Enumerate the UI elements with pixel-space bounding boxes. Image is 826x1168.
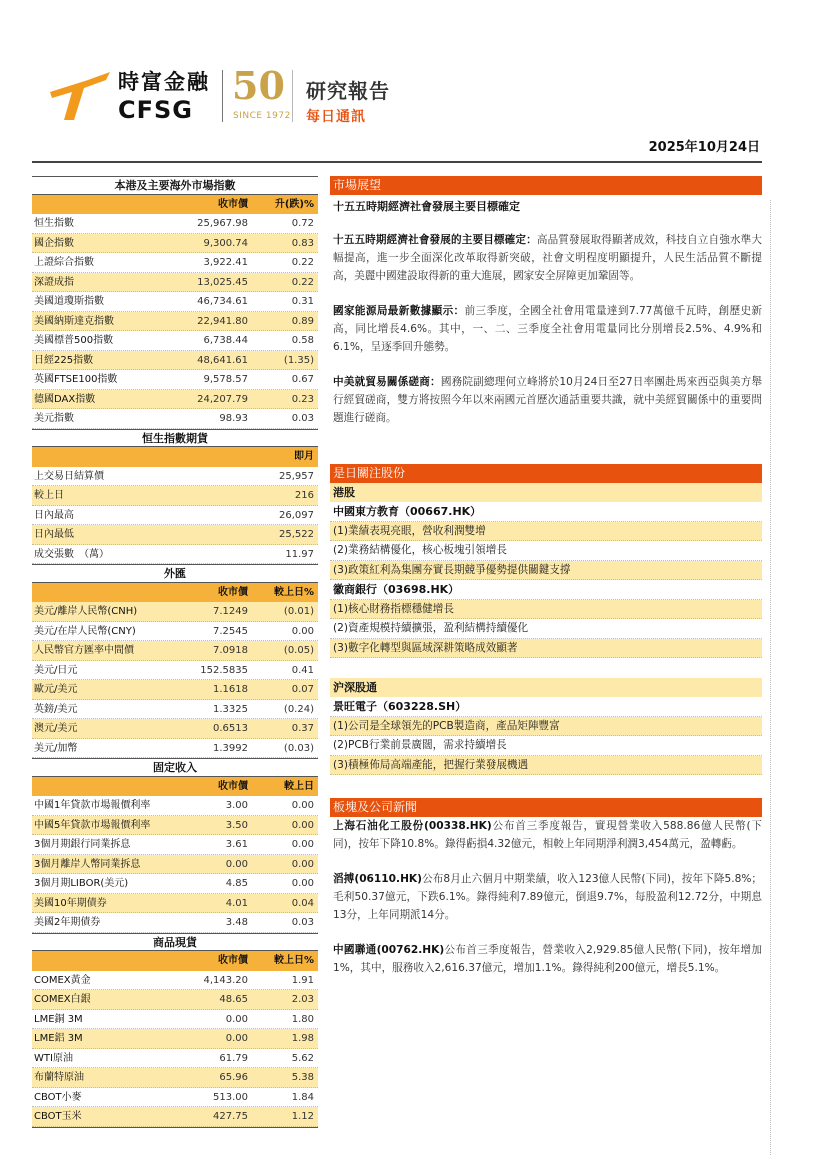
row-name: 國企指數 [34,237,74,249]
market-outlook-bar: 市場展望 [330,176,762,195]
header-divider [222,70,223,122]
fixed-income-title: 固定收入 [32,758,318,777]
table-row [32,1029,318,1049]
stock-point: (3)數字化轉型與區域深耕策略成效顯著 [330,639,762,659]
commodities-header [32,951,318,971]
row-close: 513.00 [213,1091,248,1103]
cfsg-logo-icon [48,70,112,122]
table-row [32,506,318,526]
row-change: (0.03) [283,742,314,754]
table-row [32,680,318,700]
row-close: 6,738.44 [203,335,248,346]
table-row [32,641,318,661]
row-name: LME銅 3M [34,1013,83,1025]
row-name: 日內最低 [34,529,74,540]
row-close: 4.01 [225,897,248,909]
row-name: 人民幣官方匯率中間價 [34,645,134,656]
table-row [32,312,318,332]
row-name: 美國納斯達克指數 [34,315,114,327]
row-name: CBOT玉米 [34,1111,82,1122]
table-row [32,661,318,681]
row-close: 7.2545 [213,625,248,637]
row-close: 1.3992 [213,742,248,754]
row-change: 0.03 [291,413,314,424]
market-data-panel [32,176,318,1128]
row-change: 0.22 [291,257,314,268]
news-company: 中國聯通(00762.HK) [333,944,445,956]
row-name: 德國DAX指數 [34,393,96,405]
row-close: 3.50 [225,819,248,831]
row-name: COMEX白銀 [34,994,91,1005]
row-close: 3.48 [225,917,248,928]
table-row [32,1107,318,1127]
header-divider-2 [292,70,293,122]
table-row [32,351,318,371]
row-name: COMEX黃金 [34,974,91,986]
row-change: 1.91 [291,974,314,986]
col-close: 收市價 [218,198,248,210]
indices-title: 本港及主要海外市場指數 [32,176,318,195]
col-close: 收市價 [218,780,248,792]
table-row [32,331,318,351]
row-change: 0.03 [291,917,314,928]
news-section [330,798,762,977]
futures-header: 即月 [32,447,318,467]
row-close: 1.3325 [213,703,248,715]
table-row [32,486,318,506]
row-close: 48,641.61 [197,354,248,366]
row-name: 英國FTSE100指數 [34,374,118,385]
brand-name-en: CFSG [118,96,193,124]
table-row [32,1088,318,1108]
table-row [32,370,318,390]
commentary-panel [330,176,763,974]
row-close: 0.00 [225,1013,248,1025]
row-change: (1.35) [283,354,314,366]
stock-name: 徽商銀行（03698.HK） [330,580,762,600]
commodities-title: 商品現貨 [32,933,318,952]
row-close: 3.00 [225,800,248,811]
news-item [330,870,762,924]
table-row [32,234,318,254]
fixed-income-table [32,796,318,933]
outlook-paragraph-2 [330,302,762,356]
outlook-paragraph-1 [330,231,762,285]
row-change: 0.00 [291,858,314,870]
page-edge-rule [770,200,771,1155]
table-row [32,971,318,991]
table-row [32,214,318,234]
row-name: 美元/加幣 [34,742,78,754]
row-name: 美元指數 [34,413,74,424]
row-name: 恒生指數 [34,218,74,229]
table-row [32,855,318,875]
sh-stock-list [330,697,762,775]
paragraph-lead: 十五五時期經濟社會發展的主要目標確定： [333,234,537,246]
company-news-bar: 板塊及公司新聞 [330,798,762,817]
row-name: WTI原油 [34,1052,73,1064]
row-change: (0.24) [283,703,314,715]
row-change: 0.31 [291,296,314,307]
table-row [32,874,318,894]
news-text: 公布8月止六個月中期業績，收入123億人民幣(下同)，按年下降5.8%；毛利50.37億元，下跌6.1%。錄得純利7.89億元，倒退9.7%，每股盈利12.72分，中期息13分，上年同期派14分。 [333,873,763,921]
row-change: 0.00 [291,625,314,637]
row-change: 1.84 [291,1091,314,1103]
stock-point: (2)資產規模持續擴張，盈利結構持續優化 [330,619,762,639]
table-row [32,525,318,545]
table-row [32,409,318,429]
row-change: 0.04 [291,897,314,909]
row-change: 0.67 [291,374,314,385]
table-row [32,273,318,293]
row-close: 9,300.74 [203,237,248,249]
outlook-paragraph-3 [330,373,762,427]
since-label: SINCE 1972 [233,111,291,121]
table-row [32,292,318,312]
row-name: 英鎊/美元 [34,703,78,715]
news-item [330,817,762,853]
stock-point: (1)公司是全球領先的PCB製造商，產品矩陣豐富 [330,717,762,737]
news-text: 公布首三季度報告，實現營業收入588.86億人民幣(下同)，按年下降10.8%。錄得虧損4.32億元，相較上年同期淨利潤3,454萬元，盈轉虧。 [333,820,763,850]
table-row [32,1010,318,1030]
row-close: 9,578.57 [203,374,248,385]
stock-point: (3)政策紅利為集團夯實長期競爭優勢提供關鍵支撐 [330,561,762,581]
commodities-table [32,971,318,1127]
row-change: 0.58 [291,335,314,346]
row-close: 4,143.20 [203,974,248,986]
fixed-income-header [32,777,318,797]
col-change: 較上日% [273,586,314,598]
row-close: 46,734.61 [197,296,248,307]
row-name: 布蘭特原油 [34,1072,84,1083]
row-close: 61.79 [219,1052,248,1064]
stock-name: 中國東方教育（00667.HK） [330,502,762,522]
row-value: 216 [294,490,314,501]
paragraph-text: 前三季度，全國全社會用電量達到7.77萬億千瓦時，創歷史新高，同比增長4.6%。其中，一、二、三季度全社會用電量同比分別增長2.5%、4.9%和6.1%，呈逐季回升態勢。 [333,305,762,353]
stock-point: (3)積極佈局高端產能，把握行業發展機遇 [330,756,762,776]
row-name: 上證綜合指數 [34,257,94,268]
table-row [32,602,318,622]
row-change: 1.80 [291,1013,314,1025]
row-change: 1.12 [291,1111,314,1122]
indices-table [32,214,318,429]
row-close: 13,025.45 [197,276,248,288]
row-close: 7.1249 [213,606,248,617]
row-name: 3個月離岸人幣同業拆息 [34,858,141,870]
row-name: 美國10年期債券 [34,897,107,909]
table-row [32,622,318,642]
row-close: 0.6513 [213,723,248,734]
row-close: 0.00 [225,1033,248,1044]
row-name: 美國標普500指數 [34,335,114,346]
report-title: 研究報告 [306,79,390,103]
row-change: 0.37 [291,723,314,734]
col-close: 收市價 [218,586,248,598]
row-close: 24,207.79 [197,393,248,405]
row-close: 1.1618 [213,684,248,695]
row-name: LME鋁 3M [34,1033,83,1044]
row-change: 0.00 [291,839,314,850]
row-name: 美國2年期債券 [34,917,101,928]
table-row [32,700,318,720]
outlook-headline: 十五五時期經濟社會發展主要目標確定 [333,200,520,213]
row-name: 日內最高 [34,509,74,521]
stock-point: (2)業務結構優化，核心板塊引領增長 [330,541,762,561]
row-name: 3個月期LIBOR(美元) [34,878,129,889]
paragraph-text: 國務院副總理何立峰將於10月24日至27日率團赴馬來西亞與美方舉行經貿磋商，雙方將按照今年以來兩國元首歷次通話重要共識，就中美經貿關係中的重要問題進行磋商。 [333,376,762,424]
fx-table [32,602,318,758]
row-name: 歐元/美元 [34,684,78,695]
table-row [32,739,318,759]
row-name: 美元/日元 [34,664,78,676]
row-change: 0.00 [291,819,314,831]
paragraph-text: 高品質發展取得顯著成效，科技自立自強水準大幅提高，進一步全面深化改革取得新突破，社會文明程度明顯提升，人民生活品質不斷提高，美麗中國建設取得新的重大進展，國家安全屏障更加鞏固等。 [333,234,763,282]
sh-stocks-label: 沪深股通 [330,678,762,697]
news-text: 公布首三季度報告，營業收入2,929.85億人民幣(下同)，按年增加1%，其中，服務收入2,616.37億元，增加1.1%。錄得純利200億元，增長5.1%。 [333,944,762,974]
row-change: (0.01) [283,606,314,617]
news-company: 滔搏(06110.HK) [333,873,422,885]
stock-point: (1)核心財務指標穩健增長 [330,600,762,620]
col-change: 升(跌)% [274,198,314,210]
row-change: 0.23 [291,393,314,405]
row-change: 0.41 [291,664,314,676]
row-value: 25,957 [279,470,314,482]
table-row [32,913,318,933]
table-row [32,835,318,855]
row-close: 25,967.98 [197,218,248,229]
row-change: 0.00 [291,800,314,811]
paragraph-lead: 中美就貿易關係磋商： [333,376,441,388]
stock-name: 景旺電子（603228.SH） [330,697,762,717]
row-name: 上交易日結算價 [34,470,104,482]
focus-stocks-section [330,464,762,775]
table-row [32,253,318,273]
row-close: 152.5835 [200,664,248,676]
table-row [32,1049,318,1069]
table-row [32,796,318,816]
row-name: 澳元/美元 [34,723,78,734]
row-close: 0.00 [225,858,248,870]
table-row [32,816,318,836]
news-company: 上海石油化工股份(00338.HK) [333,820,492,832]
row-name: 中國5年貸款市場報價利率 [34,819,151,831]
row-close: 98.93 [219,413,248,424]
row-close: 3,922.41 [203,257,248,268]
header-rule [32,161,762,163]
news-item [330,941,762,977]
row-close: 65.96 [219,1072,248,1083]
row-change: (0.05) [283,645,314,656]
row-name: 中國1年貸款市場報價利率 [34,800,151,811]
futures-title: 恒生指數期貨 [32,429,318,448]
futures-table [32,467,318,565]
row-value: 11.97 [285,548,314,560]
row-change: 0.72 [291,218,314,229]
row-name: CBOT小麥 [34,1091,82,1103]
row-name: 較上日 [34,490,64,501]
brand-name-cn: 時富金融 [118,70,210,94]
row-value: 25,522 [279,529,314,540]
indices-header [32,195,318,215]
row-close: 427.75 [213,1111,248,1122]
report-subtitle: 每日通訊 [306,109,366,125]
news-list [330,817,762,977]
table-row [32,1068,318,1088]
row-change: 0.22 [291,276,314,288]
row-change: 0.89 [291,315,314,327]
table-row [32,990,318,1010]
table-row [32,894,318,914]
row-change: 5.62 [291,1052,314,1064]
col-change: 較上日 [284,780,314,792]
row-name: 3個月期銀行同業拆息 [34,839,131,850]
col-close: 收市價 [218,955,248,966]
row-name: 美國道瓊斯指數 [34,296,104,307]
hk-stocks-label: 港股 [330,483,762,502]
row-close: 22,941.80 [197,315,248,327]
fx-title: 外匯 [32,564,318,583]
row-name: 美元/離岸人民幣(CNH) [34,606,138,617]
row-change: 0.00 [291,878,314,889]
row-name: 日經225指數 [34,354,94,366]
stock-point: (2)PCB行業前景廣闊，需求持續增長 [330,736,762,756]
row-value: 26,097 [279,509,314,521]
focus-stocks-bar: 是日關注股份 [330,464,762,483]
table-bottom-rule [32,1127,318,1128]
col-change: 較上日% [273,955,314,966]
row-name: 成交張數 （萬） [34,548,109,560]
anniversary-badge: 50 [232,63,285,108]
fx-header [32,583,318,603]
table-row [32,467,318,487]
row-name: 深證成指 [34,276,74,288]
table-row [32,390,318,410]
paragraph-lead: 國家能源局最新數據顯示： [333,305,465,317]
row-change: 5.38 [291,1072,314,1083]
row-name: 美元/在岸人民幣(CNY) [34,625,136,637]
stock-point: (1)業績表現亮眼，營收利潤雙增 [330,522,762,542]
row-change: 0.07 [291,684,314,695]
row-change: 2.03 [291,994,314,1005]
table-row [32,545,318,565]
row-change: 1.98 [291,1033,314,1044]
row-close: 3.61 [225,839,248,850]
row-close: 4.85 [225,878,248,889]
hk-stock-list [330,502,762,658]
row-change: 0.83 [291,237,314,249]
report-date: 2025年10月24日 [648,140,760,155]
row-close: 48.65 [219,994,248,1005]
row-close: 7.0918 [213,645,248,656]
table-row [32,719,318,739]
